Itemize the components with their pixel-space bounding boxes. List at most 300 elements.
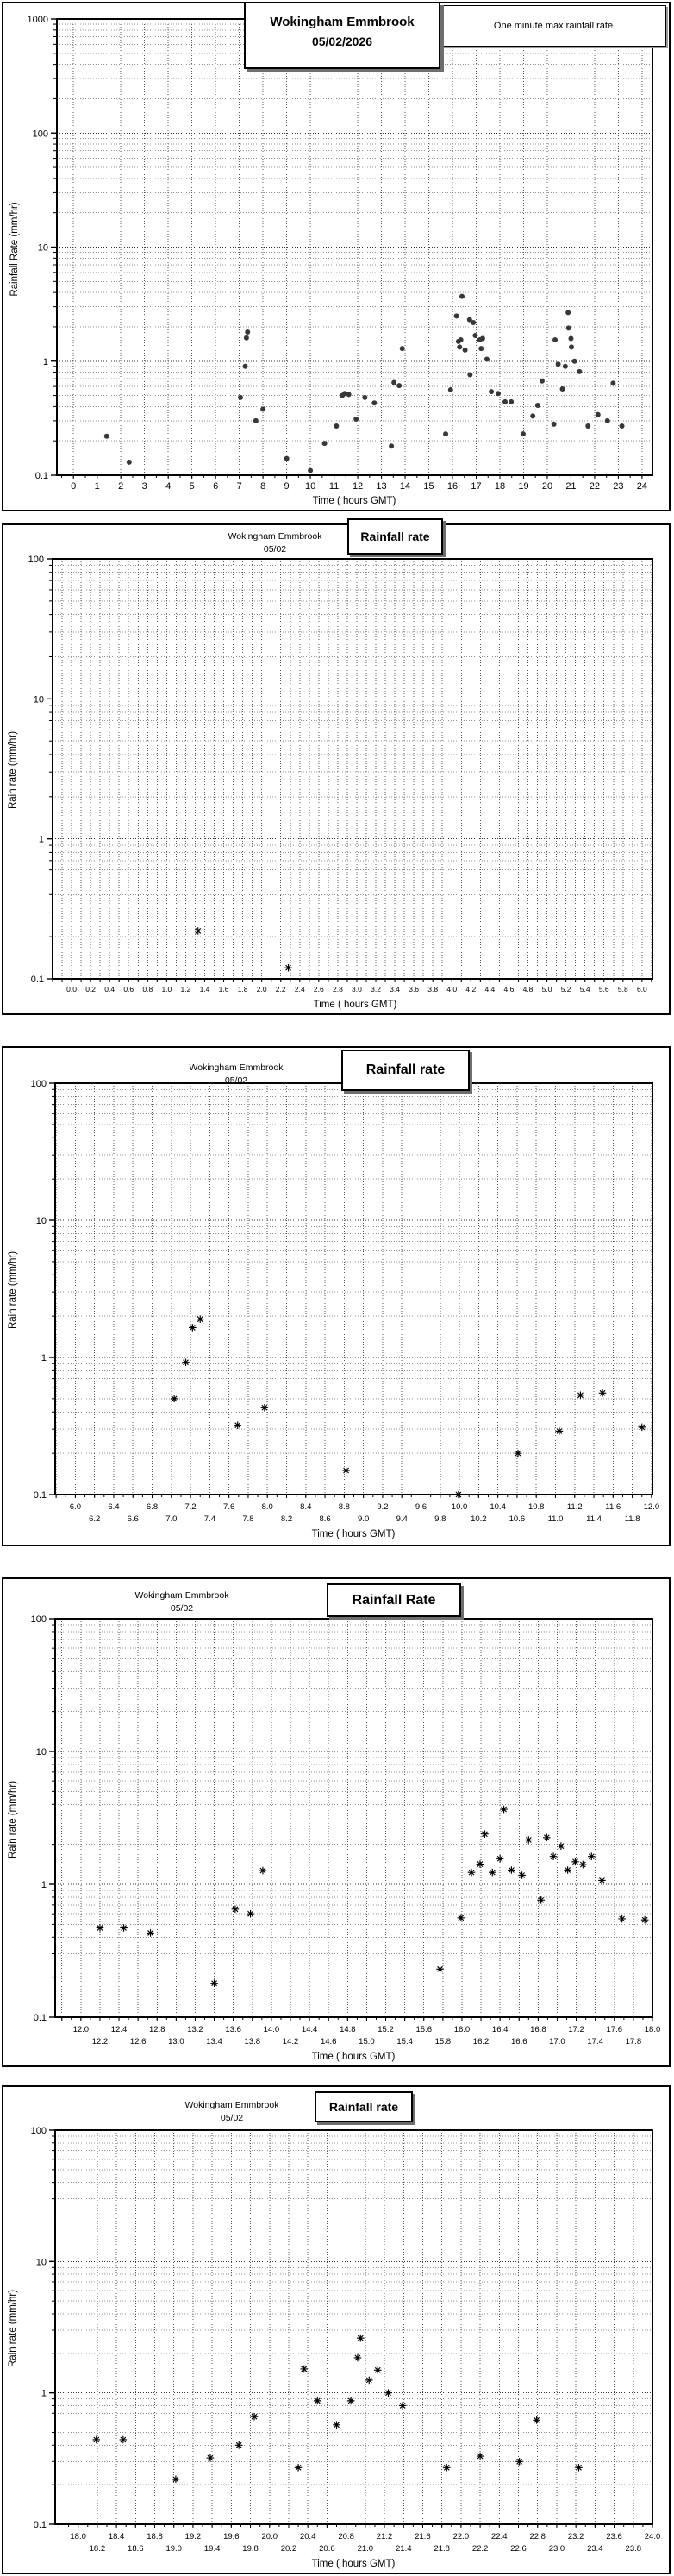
axis-tick-labels	[31, 2126, 661, 2554]
data-point	[489, 1869, 496, 1877]
chart-date: 05/02	[224, 1075, 248, 1086]
y-tick-label: 100	[30, 1079, 47, 1089]
data-point	[300, 2366, 308, 2373]
legend-label: One minute max rainfall rate	[493, 21, 614, 31]
x-tick-label: 12.8	[149, 2025, 165, 2034]
x-tick-label: 0.6	[123, 985, 134, 993]
x-tick-label: 12.0	[643, 1502, 660, 1512]
data-point	[588, 1852, 596, 1860]
data-point	[308, 468, 313, 473]
data-point	[463, 348, 468, 353]
data-point	[172, 2476, 180, 2484]
chart-date: 05/02	[220, 2113, 244, 2123]
data-point	[468, 1869, 476, 1877]
x-tick-label: 21.6	[415, 2532, 431, 2542]
data-point	[525, 1836, 533, 1844]
data-point	[243, 364, 248, 369]
chart-date: 05/02	[170, 1603, 194, 1614]
data-point	[565, 310, 571, 315]
y-tick-label: 10	[33, 694, 44, 705]
data-point	[235, 2441, 243, 2449]
x-tick-label: 23.2	[567, 2532, 584, 2542]
x-tick-label: 13.8	[244, 2037, 261, 2046]
data-point	[477, 1860, 484, 1868]
x-tick-label: 9.2	[377, 1502, 389, 1512]
data-point	[371, 400, 377, 405]
x-tick-label: 17.4	[587, 2037, 603, 2046]
data-point	[459, 337, 464, 342]
x-tick-label: 4	[165, 481, 172, 492]
x-tick-label: 9.0	[358, 1514, 370, 1524]
x-tick-label: 0.0	[66, 985, 77, 993]
x-tick-label: 22.0	[452, 2532, 470, 2542]
data-point	[521, 431, 526, 436]
chart-panel-06-12	[2, 1046, 671, 1546]
y-tick-label: 0.1	[33, 2520, 47, 2530]
x-tick-label: 18.0	[644, 2025, 661, 2034]
data-point	[500, 1806, 508, 1814]
data-point	[244, 335, 249, 341]
x-tick-label: 17.2	[568, 2025, 584, 2034]
chart-panel-overview	[2, 2, 671, 511]
data-point	[245, 329, 250, 335]
x-tick-label: 16.0	[453, 2025, 471, 2034]
x-tick-label: 13.2	[187, 2025, 203, 2034]
x-tick-label: 8.0	[261, 1502, 273, 1512]
y-axis-title: Rain rate (mm/hr)	[8, 1250, 18, 1330]
legend-box	[440, 5, 666, 47]
x-tick-label: 18.6	[128, 2544, 144, 2554]
data-point	[399, 2402, 407, 2410]
data-point	[97, 1924, 104, 1932]
data-point	[533, 2416, 540, 2424]
x-tick-label: 13.6	[225, 2025, 241, 2034]
data-point	[535, 403, 540, 408]
x-tick-label: 23.0	[548, 2544, 565, 2554]
data-point	[232, 1906, 240, 1914]
x-tick-label: 19.4	[203, 2544, 221, 2554]
data-point	[484, 356, 490, 361]
data-point	[605, 418, 610, 423]
chart-header	[189, 530, 361, 556]
chart-date: 05/02/2026	[311, 34, 373, 48]
data-point	[515, 2458, 523, 2466]
x-tick-label: 6.4	[108, 1502, 120, 1512]
data-point	[374, 2366, 382, 2374]
x-tick-label: 8	[260, 481, 266, 492]
x-tick-label: 21.2	[376, 2532, 393, 2542]
data-point	[210, 1979, 218, 1987]
y-tick-label: 10	[35, 1216, 47, 1226]
data-point	[564, 1866, 571, 1874]
x-tick-label: 7.4	[203, 1514, 215, 1524]
data-point	[284, 964, 292, 972]
axis-ticks	[47, 559, 652, 982]
x-tick-label: 0.4	[104, 985, 115, 993]
x-tick-label: 3.6	[409, 985, 420, 993]
data-point	[443, 2464, 451, 2472]
x-tick-label: 12.0	[72, 2025, 90, 2034]
axis-ticks	[51, 19, 642, 479]
x-tick-label: 15.0	[359, 2037, 375, 2046]
data-point	[502, 399, 508, 404]
data-point	[537, 1896, 545, 1904]
x-tick-label: 18.0	[70, 2532, 86, 2542]
x-tick-label: 22.8	[529, 2532, 546, 2542]
x-axis-title: Time ( hours GMT)	[311, 2052, 396, 2062]
x-axis-title: Time ( hours GMT)	[313, 1000, 397, 1010]
data-points	[194, 927, 291, 971]
data-point	[471, 320, 476, 325]
data-point	[171, 1395, 178, 1403]
y-tick-label: 1	[41, 2388, 47, 2399]
x-tick-label: 0.8	[142, 985, 153, 993]
chart-panel-12-18	[2, 1577, 671, 2067]
x-tick-label: 2.8	[332, 985, 343, 993]
x-tick-label: 15.8	[434, 2037, 452, 2046]
x-tick-label: 9.6	[415, 1502, 427, 1512]
x-tick-label: 1	[94, 481, 100, 492]
x-tick-label: 1.6	[218, 985, 229, 993]
data-point	[572, 359, 577, 364]
data-point	[571, 1858, 579, 1865]
grid-lines	[55, 2130, 652, 2524]
axis-ticks	[49, 2130, 652, 2528]
data-point	[127, 460, 132, 465]
data-point	[480, 335, 485, 341]
x-axis-title: Time ( hours GMT)	[311, 2559, 396, 2569]
data-point	[489, 389, 494, 394]
x-tick-label: 2.4	[294, 985, 305, 993]
station-name: Wokingham Emmbrook	[184, 2100, 279, 2110]
x-tick-label: 0.2	[85, 985, 97, 993]
data-point	[389, 443, 394, 448]
data-point	[638, 1424, 646, 1432]
x-tick-label: 19.6	[223, 2532, 240, 2542]
data-point	[577, 1392, 584, 1400]
data-point	[556, 1427, 564, 1435]
x-tick-label: 4.2	[465, 985, 477, 993]
grid-lines	[55, 1083, 652, 1495]
x-tick-label: 10.8	[527, 1502, 545, 1512]
x-tick-label: 4.0	[446, 985, 458, 993]
x-tick-label: 10.4	[490, 1502, 506, 1512]
x-axis-title: Time ( hours GMT)	[312, 496, 396, 506]
x-tick-label: 5.0	[541, 985, 552, 993]
y-tick-label: 10	[37, 242, 48, 254]
x-tick-label: 23	[613, 481, 624, 492]
y-axis-title: Rain rate (mm/hr)	[8, 2289, 18, 2368]
x-tick-label: 7.2	[184, 1502, 197, 1512]
x-tick-label: 6.0	[636, 985, 647, 993]
data-point	[251, 2413, 259, 2421]
data-point	[560, 386, 565, 392]
data-point	[558, 1842, 565, 1850]
axis-tick-labels	[28, 15, 648, 492]
data-point	[459, 294, 465, 299]
x-tick-label: 20.4	[299, 2532, 316, 2542]
data-point	[641, 1916, 649, 1924]
data-point	[284, 456, 290, 461]
station-name: Wokingham Emmbrook	[134, 1590, 229, 1601]
data-point	[443, 431, 448, 436]
data-points	[92, 2335, 582, 2483]
data-point	[182, 1358, 190, 1366]
x-tick-label: 1.0	[161, 985, 172, 993]
x-tick-label: 17	[471, 481, 482, 492]
data-point	[391, 379, 396, 385]
x-tick-label: 11.0	[547, 1514, 564, 1524]
chart-panel-00-06	[2, 523, 671, 1015]
data-point	[552, 422, 557, 427]
x-tick-label: 14	[399, 481, 411, 492]
y-tick-label: 10	[35, 1747, 47, 1758]
x-tick-label: 23.6	[606, 2532, 622, 2542]
axis-tick-labels	[31, 1079, 659, 1524]
data-point	[259, 1867, 267, 1875]
x-tick-label: 24	[636, 481, 648, 492]
y-tick-label: 1	[42, 356, 48, 367]
chart-title: Rainfall Rate	[352, 1593, 436, 1608]
data-point	[585, 423, 590, 429]
x-tick-label: 10.6	[509, 1514, 526, 1524]
x-tick-label: 21.4	[396, 2544, 412, 2554]
x-tick-label: 7.8	[242, 1514, 254, 1524]
station-name: Wokingham Emmbrook	[270, 15, 415, 29]
x-tick-label: 21	[565, 481, 577, 492]
data-point	[104, 434, 109, 439]
x-tick-label: 22	[589, 481, 601, 492]
x-tick-label: 18.4	[108, 2532, 125, 2542]
data-points	[97, 1806, 649, 1987]
x-tick-label: 11.8	[624, 1514, 640, 1524]
y-axis-title: Rain rate (mm/hr)	[8, 730, 18, 810]
x-tick-label: 13.0	[168, 2037, 184, 2046]
data-point	[454, 313, 459, 318]
x-tick-label: 2.0	[256, 985, 267, 993]
x-tick-label: 3	[141, 481, 147, 492]
x-tick-label: 11.4	[586, 1514, 602, 1524]
x-tick-label: 8.6	[319, 1514, 331, 1524]
chart-title-box	[315, 2091, 413, 2122]
data-point	[314, 2397, 321, 2405]
y-tick-label: 1000	[27, 15, 48, 25]
data-point	[260, 406, 265, 411]
y-tick-label: 0.1	[33, 2013, 47, 2023]
y-tick-label: 100	[28, 555, 44, 565]
chart-title: Rainfall rate	[360, 530, 430, 543]
x-tick-label: 9.4	[396, 1514, 408, 1524]
data-point	[496, 391, 501, 396]
data-point	[322, 441, 328, 446]
data-point	[234, 1421, 241, 1429]
data-point	[457, 344, 462, 349]
x-tick-label: 1.2	[180, 985, 191, 993]
x-tick-label: 13	[376, 481, 387, 492]
x-tick-label: 11	[328, 481, 340, 492]
data-point	[92, 2436, 100, 2444]
x-tick-label: 12	[352, 481, 364, 492]
x-tick-label: 2	[118, 481, 124, 492]
data-point	[566, 325, 571, 330]
x-tick-label: 17.8	[625, 2037, 642, 2046]
x-tick-label: 3.0	[352, 985, 362, 993]
chart-header	[146, 2099, 318, 2125]
x-tick-label: 8.8	[338, 1502, 350, 1512]
y-tick-label: 10	[35, 2257, 47, 2268]
data-point	[550, 1852, 558, 1860]
x-tick-label: 19.8	[242, 2544, 259, 2554]
x-tick-label: 9.8	[434, 1514, 446, 1524]
x-tick-label: 1.8	[237, 985, 248, 993]
x-tick-label: 10.0	[451, 1502, 468, 1512]
data-point	[353, 417, 359, 422]
x-tick-label: 18.8	[147, 2532, 163, 2542]
x-tick-label: 18.2	[89, 2544, 106, 2554]
data-point	[568, 335, 573, 341]
grid-lines	[57, 19, 652, 475]
x-tick-label: 19.0	[165, 2544, 182, 2554]
x-tick-label: 5.6	[598, 985, 609, 993]
data-point	[120, 2436, 128, 2444]
x-tick-label: 20.2	[280, 2544, 297, 2554]
x-axis-title: Time ( hours GMT)	[311, 1529, 396, 1539]
data-point	[436, 1965, 444, 1973]
station-name: Wokingham Emmbrook	[228, 531, 322, 542]
x-tick-label: 15	[423, 481, 434, 492]
data-point	[400, 346, 405, 351]
x-tick-label: 16.4	[491, 2025, 509, 2034]
data-point	[610, 380, 615, 385]
y-tick-label: 100	[30, 1614, 47, 1625]
station-name: Wokingham Emmbrook	[189, 1062, 284, 1073]
chart-title-box	[341, 1050, 470, 1091]
x-tick-label: 7	[236, 481, 242, 492]
y-tick-label: 0.1	[33, 1490, 47, 1501]
data-point	[247, 1910, 254, 1918]
x-tick-label: 17.0	[549, 2037, 565, 2046]
data-point	[261, 1404, 269, 1412]
x-tick-label: 16.6	[511, 2037, 527, 2046]
x-tick-label: 14.6	[320, 2037, 337, 2046]
y-axis-title: Rain rate (mm/hr)	[8, 1780, 18, 1859]
data-point	[365, 2377, 373, 2385]
plot-border	[55, 1619, 652, 2017]
scatter-plot-12-18	[3, 1579, 669, 2065]
x-tick-label: 12.4	[110, 2025, 128, 2034]
x-tick-label: 18	[494, 481, 506, 492]
x-tick-label: 16.2	[472, 2037, 490, 2046]
data-point	[478, 346, 484, 351]
x-tick-label: 12.6	[129, 2037, 147, 2046]
x-tick-label: 7.6	[223, 1502, 235, 1512]
x-tick-label: 3.2	[371, 985, 381, 993]
x-tick-label: 13.4	[206, 2037, 222, 2046]
chart-title-box	[244, 2, 440, 69]
data-point	[194, 927, 202, 935]
data-point	[530, 413, 535, 418]
x-tick-label: 14.2	[282, 2037, 299, 2046]
y-tick-label: 1	[41, 1353, 47, 1363]
x-tick-label: 16.8	[530, 2025, 546, 2034]
scatter-plot-06-12	[3, 1048, 669, 1545]
plot-border	[55, 2130, 652, 2524]
data-point	[563, 364, 568, 369]
data-points	[104, 294, 625, 473]
x-tick-label: 2.6	[313, 985, 324, 993]
x-tick-label: 6.2	[89, 1514, 101, 1524]
x-tick-label: 9	[284, 481, 290, 492]
data-point	[458, 1914, 465, 1921]
chart-title: Rainfall rate	[365, 1062, 446, 1077]
x-tick-label: 20.6	[319, 2544, 335, 2554]
data-point	[357, 2335, 365, 2342]
x-tick-label: 11.6	[605, 1502, 621, 1512]
data-point	[342, 1467, 350, 1475]
chart-panel-18-24	[2, 2085, 671, 2574]
scatter-plot-18-24	[3, 2087, 669, 2573]
data-point	[147, 1929, 154, 1937]
grid-lines	[55, 1619, 652, 2017]
x-tick-label: 5.8	[617, 985, 628, 993]
axis-ticks	[49, 1619, 652, 2021]
data-point	[347, 2397, 355, 2405]
x-tick-label: 10.2	[471, 1514, 487, 1524]
plot-border	[53, 559, 652, 979]
chart-header	[96, 1589, 268, 1615]
x-tick-label: 23.8	[625, 2544, 642, 2554]
x-tick-label: 19.2	[184, 2532, 202, 2542]
chart-title: Rainfall rate	[328, 2100, 399, 2114]
x-tick-label: 8.4	[300, 1502, 312, 1512]
data-point	[189, 1324, 197, 1332]
x-tick-label: 15.2	[378, 2025, 394, 2034]
chart-title-box	[347, 518, 443, 555]
data-point	[598, 1877, 606, 1884]
x-tick-label: 14.0	[263, 2025, 280, 2034]
data-point	[238, 395, 243, 400]
chart-title-box	[327, 1583, 461, 1617]
y-axis-title: Rainfall Rate (mm/hr)	[9, 202, 20, 297]
axis-tick-labels	[31, 1614, 661, 2046]
x-tick-label: 10	[304, 481, 316, 492]
x-tick-label: 15.6	[415, 2025, 432, 2034]
x-tick-label: 5.4	[579, 985, 590, 993]
x-tick-label: 6.8	[146, 1502, 159, 1512]
data-point	[472, 333, 477, 338]
data-point	[346, 392, 352, 397]
scatter-plot-00-06	[3, 525, 669, 1013]
x-tick-label: 4.4	[484, 985, 496, 993]
x-tick-label: 22.6	[510, 2544, 527, 2554]
data-point	[253, 418, 259, 423]
x-tick-label: 20	[541, 481, 553, 492]
data-point	[508, 1866, 515, 1874]
data-point	[515, 1450, 522, 1457]
y-tick-label: 0.1	[30, 975, 44, 985]
x-tick-label: 11.2	[566, 1502, 583, 1512]
x-tick-label: 5.2	[560, 985, 571, 993]
data-point	[618, 1915, 626, 1923]
x-tick-label: 3.8	[427, 985, 439, 993]
data-point	[599, 1389, 607, 1397]
data-point	[556, 361, 561, 367]
x-tick-label: 20.0	[261, 2532, 278, 2542]
data-point	[354, 2354, 362, 2362]
x-tick-label: 21.8	[434, 2544, 450, 2554]
data-point	[579, 1861, 587, 1869]
x-tick-label: 14.8	[340, 2025, 356, 2034]
